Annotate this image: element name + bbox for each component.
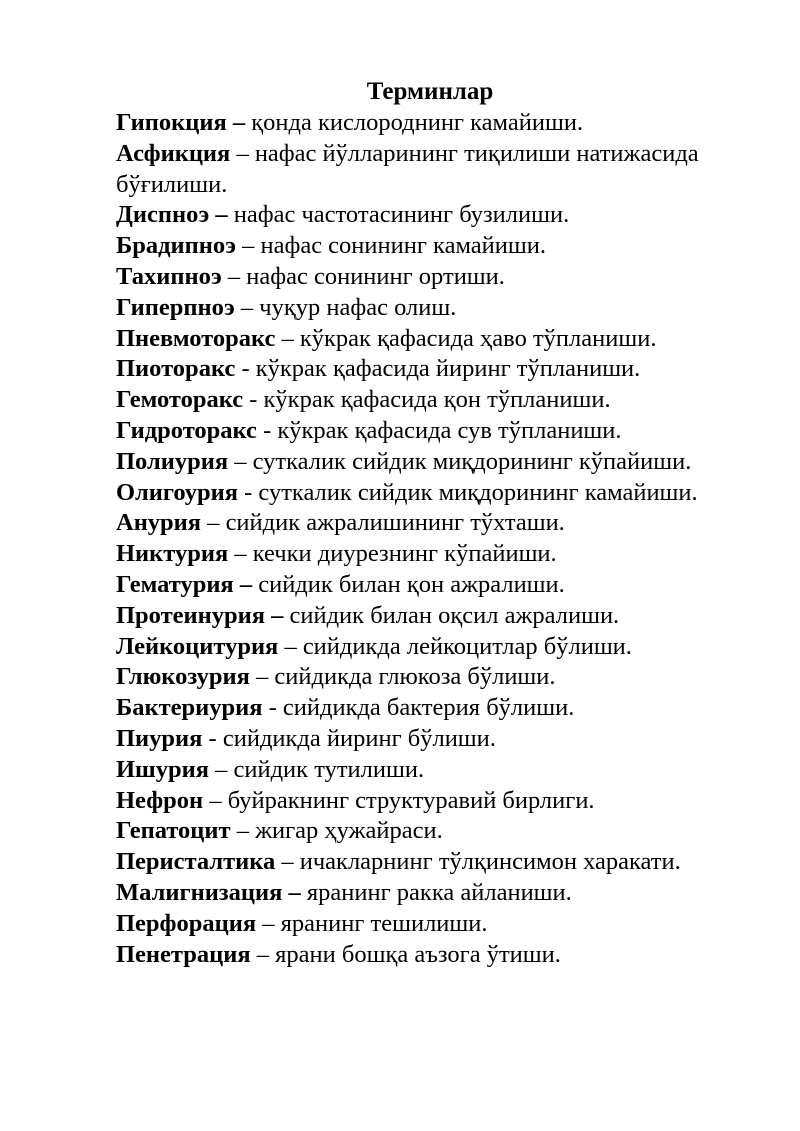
term-entry <box>116 200 756 231</box>
term-name: Протеинурия <box>116 601 265 629</box>
term-entry <box>116 293 756 324</box>
term-separator: - <box>249 386 258 414</box>
term-definition: сийдикда йиринг бўлиши. <box>222 724 496 752</box>
term-separator: – <box>281 324 294 352</box>
term-definition: ичакларнинг тўлқинсимон харакати. <box>299 848 681 876</box>
term-entry <box>116 570 756 601</box>
term-definition: суткалик сийдик миқдорининг камайиши. <box>258 478 698 506</box>
term-definition: суткалик сийдик миқдорининг кўпайиши. <box>252 447 692 475</box>
term-entry <box>116 662 756 693</box>
term-separator: - <box>244 478 253 506</box>
term-definition: кўкрак қафасида йиринг тўпланиши. <box>255 355 641 383</box>
term-entry <box>116 940 756 971</box>
term-separator: – <box>288 878 301 906</box>
term-name: Пенетрация <box>116 940 251 968</box>
term-name: Пневмоторакс <box>116 324 276 352</box>
term-definition: нафас сонининг ортиши. <box>246 262 505 290</box>
term-separator: – <box>234 447 247 475</box>
term-name: Малигнизация <box>116 878 283 906</box>
term-separator: – <box>271 601 284 629</box>
term-entry <box>116 385 756 416</box>
term-definition: кўкрак қафасида қон тўпланиши. <box>263 386 611 414</box>
term-entry <box>116 478 756 509</box>
term-separator: – <box>281 848 294 876</box>
term-name: Гепатоцит <box>116 817 231 845</box>
term-name: Перисталтика <box>116 848 276 876</box>
term-definition: сийдикда бактерия бўлиши. <box>282 694 575 722</box>
term-separator: - <box>208 724 217 752</box>
term-name: Ишурия <box>116 755 209 783</box>
term-entry <box>116 539 756 570</box>
term-name: Олигоурия <box>116 478 238 506</box>
term-entry <box>116 447 756 478</box>
term-name: Гематурия <box>116 570 234 598</box>
term-definition: сийдик билан оқсил ажралиши. <box>289 601 620 629</box>
term-definition: кўкрак қафасида ҳаво тўпланиши. <box>299 324 657 352</box>
term-entry <box>116 508 756 539</box>
term-separator: – <box>242 232 255 260</box>
term-name: Гипокция <box>116 109 227 136</box>
term-definition: нафас йўлларининг тиқилиши натижасида бўғилиши. <box>116 139 699 198</box>
term-name: Брадипноэ <box>116 232 236 260</box>
term-definition: сийдик ажралишининг тўхташи. <box>225 509 565 537</box>
term-entry <box>116 139 756 201</box>
term-separator: – <box>207 509 220 537</box>
term-separator: – <box>256 940 269 968</box>
term-separator: – <box>236 139 249 167</box>
term-definition: сийдик тутилиши. <box>233 755 425 783</box>
term-name: Перфорация <box>116 909 257 937</box>
term-name: Диспноэ <box>116 201 210 229</box>
term-entry <box>116 231 756 262</box>
term-entry <box>116 755 756 786</box>
term-separator: – <box>239 570 253 598</box>
term-separator: – <box>234 540 247 568</box>
term-definition: яранинг тешилиши. <box>280 909 488 937</box>
term-name: Пиурия <box>116 724 203 752</box>
page-title: Терминлар <box>366 78 494 105</box>
term-separator: – <box>284 632 297 660</box>
term-name: Никтурия <box>116 540 229 568</box>
term-separator: – <box>215 201 228 229</box>
term-definition: буйракнинг структуравий бирлиги. <box>227 786 595 814</box>
term-separator: – <box>236 817 249 845</box>
term-name: Пиоторакс <box>116 355 236 383</box>
term-separator: – <box>240 293 254 321</box>
term-definition: нафас частотасининг бузилиши. <box>233 201 570 229</box>
term-entry <box>116 416 756 447</box>
term-entry <box>116 324 756 355</box>
term-name: Анурия <box>116 509 202 537</box>
term-name: Гиперпноэ <box>116 293 235 321</box>
term-definition: қонда кислороднинг камайиши. <box>251 109 584 136</box>
term-separator: - <box>241 355 250 383</box>
term-name: Тахипноэ <box>116 262 222 290</box>
term-entry <box>116 693 756 724</box>
term-entry <box>116 816 756 847</box>
term-separator: – <box>262 909 275 937</box>
term-definition: ярани бошқа аъзога ўтиши. <box>275 940 561 968</box>
term-definition: нафас сонининг камайиши. <box>260 232 546 260</box>
term-separator: - <box>268 694 277 722</box>
term-definition: сийдикда глюкоза бўлиши. <box>274 663 556 691</box>
term-definition: кечки диурезнинг кўпайиши. <box>252 540 557 568</box>
term-definition: чуқур нафас олиш. <box>259 293 457 321</box>
term-definition: жигар ҳужайраси. <box>255 817 443 845</box>
term-entry <box>116 909 756 940</box>
term-name: Асфикция <box>116 139 231 167</box>
term-separator: – <box>256 663 269 691</box>
term-name: Бактериурия <box>116 694 263 722</box>
term-name: Полиурия <box>116 447 229 475</box>
term-entry <box>116 847 756 878</box>
term-entry <box>116 601 756 632</box>
term-separator: – <box>227 262 241 290</box>
term-entry <box>116 108 756 139</box>
term-entry <box>116 786 756 817</box>
term-name: Глюкозурия <box>116 663 250 691</box>
term-name: Нефрон <box>116 786 204 814</box>
term-definition: яранинг ракка айланиши. <box>306 878 572 906</box>
term-entry <box>116 724 756 755</box>
term-name: Лейкоцитурия <box>116 632 279 660</box>
term-separator: – <box>232 109 246 136</box>
term-entry <box>116 354 756 385</box>
term-name: Гидроторакс <box>116 416 257 444</box>
term-separator: - <box>263 416 272 444</box>
terms-list <box>116 108 756 970</box>
term-separator: – <box>215 755 228 783</box>
term-definition: сийдик билан қон ажралиши. <box>258 570 565 598</box>
term-name: Гемоторакс <box>116 386 244 414</box>
term-definition: сийдикда лейкоцитлар бўлиши. <box>302 632 632 660</box>
term-definition: кўкрак қафасида сув тўпланиши. <box>277 416 622 444</box>
term-separator: – <box>209 786 222 814</box>
term-entry <box>116 262 756 293</box>
term-entry <box>116 632 756 663</box>
term-entry <box>116 878 756 909</box>
